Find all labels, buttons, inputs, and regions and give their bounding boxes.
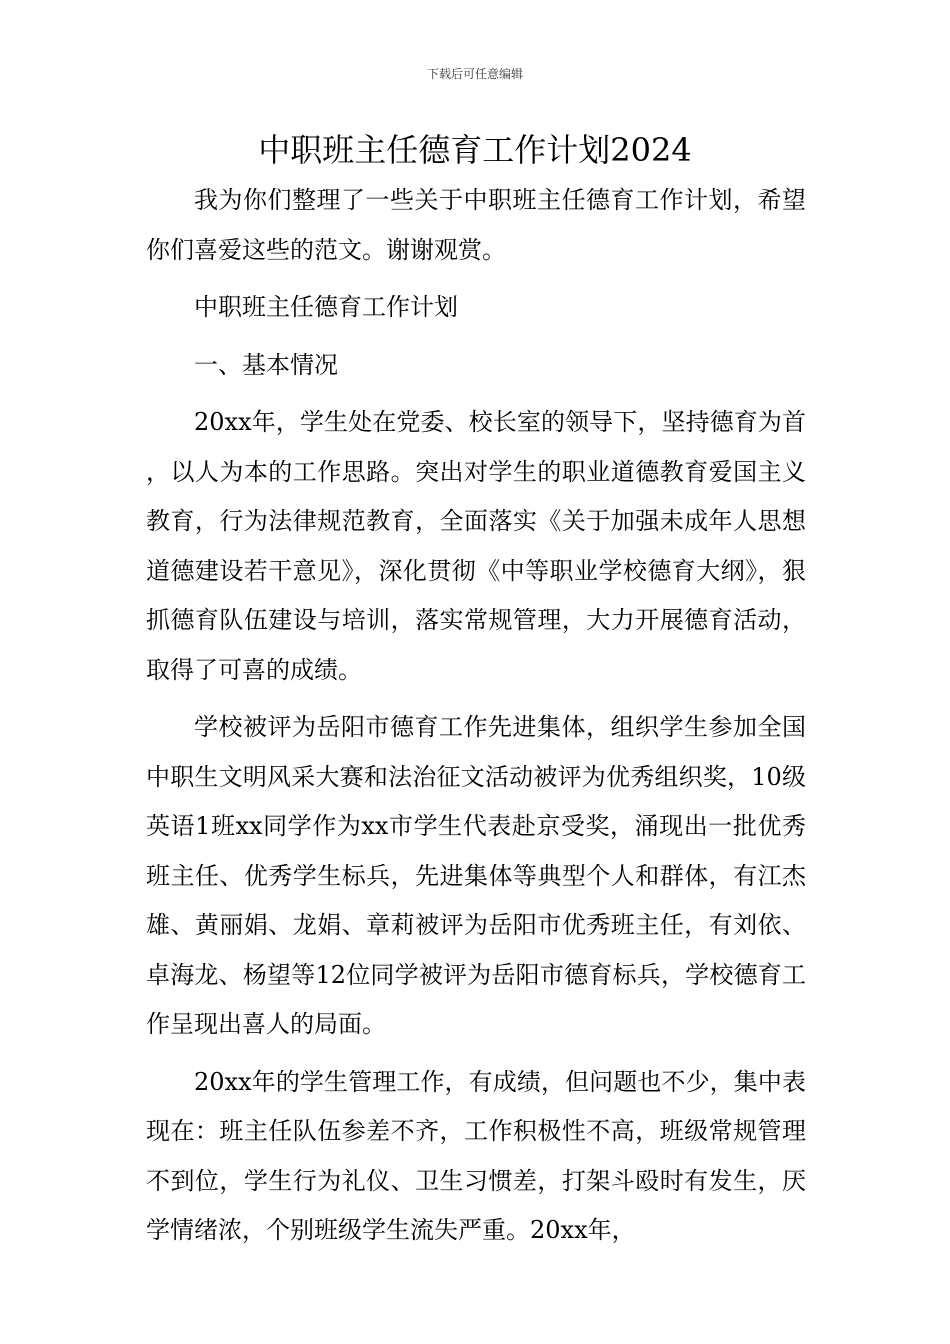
paragraph-achievements: 学校被评为岳阳市德育工作先进集体，组织学生参加全国中职生文明风采大赛和法治征文活动被评为优秀组织奖，10级英语1班xx同学作为xx市学生代表赴京受奖，涌现出一批优秀班主任、优秀学生标兵，先进集体等典型个人和群体，有江杰雄、黄丽娟、龙娟、章莉被评为岳阳市优秀班主任，有刘依、卓海龙、杨望等12位同学被评为岳阳市德育标兵，学校德育工作呈现出喜人的局面。	[146, 713, 806, 1038]
document-title: 中职班主任德育工作计划2024	[258, 131, 692, 169]
document-body	[146, 176, 806, 1256]
paragraph-problems: 20xx年的学生管理工作，有成绩，但问题也不少，集中表现在：班主任队伍参差不齐，工作积极性不高，班级常规管理不到位，学生行为礼仪、卫生习惯差，打架斗殴时有发生，厌学情绪浓，个别班级学生流失严重。20xx年，	[146, 1067, 806, 1244]
paragraph-work-overview: 20xx年，学生处在党委、校长室的领导下，坚持德育为首，以人为本的工作思路。突出对学生的职业道德教育爱国主义教育，行为法律规范教育，全面落实《关于加强未成年人思想道德建设若干意见》，深化贯彻《中等职业学校德育大纲》，狠抓德育队伍建设与培训，落实常规管理，大力开展德育活动，取得了可喜的成绩。	[146, 408, 806, 684]
paragraph-subtitle: 中职班主任德育工作计划	[194, 293, 458, 321]
paragraph-intro: 我为你们整理了一些关于中职班主任德育工作计划，希望你们喜爱这些的范文。谢谢观赏。	[146, 186, 806, 264]
header-note: 下载后可任意编辑	[426, 67, 523, 81]
section-heading-basic-situation: 一、基本情况	[194, 350, 338, 379]
